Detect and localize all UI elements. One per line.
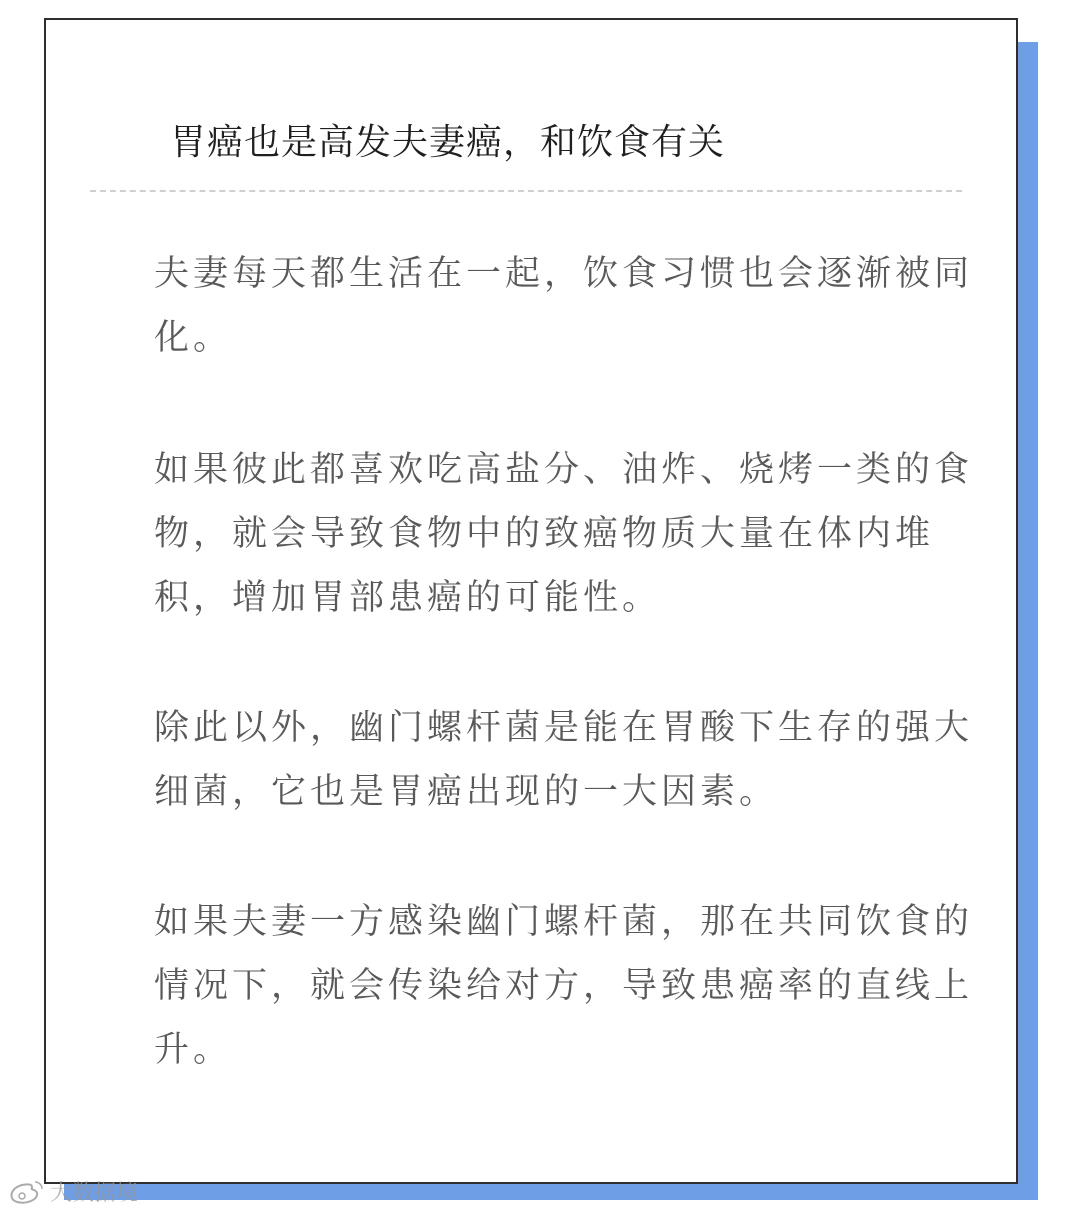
paragraph-2: 如果彼此都喜欢吃高盐分、油炸、烧烤一类的食物，就会导致食物中的致癌物质大量在体内堆积，增加胃部患癌的可能性。 [154, 450, 974, 618]
paragraph-3: 除此以外，幽门螺杆菌是能在胃酸下生存的强大细菌，它也是胃癌出现的一大因素。 [154, 708, 974, 812]
watermark [8, 1176, 138, 1207]
watermark-text: 大数据境 [50, 1181, 139, 1206]
article-heading: 胃癌也是高发夫妻癌，和饮食有关 [170, 122, 726, 163]
paragraph-1: 夫妻每天都生活在一起，饮食习惯也会逐渐被同化。 [154, 254, 974, 358]
dashed-divider [90, 190, 962, 192]
weibo-logo-icon [8, 1179, 44, 1205]
article-card [44, 18, 1018, 1184]
paragraph-4: 如果夫妻一方感染幽门螺杆菌，那在共同饮食的情况下，就会传染给对方，导致患癌率的直线上升。 [154, 902, 974, 1070]
